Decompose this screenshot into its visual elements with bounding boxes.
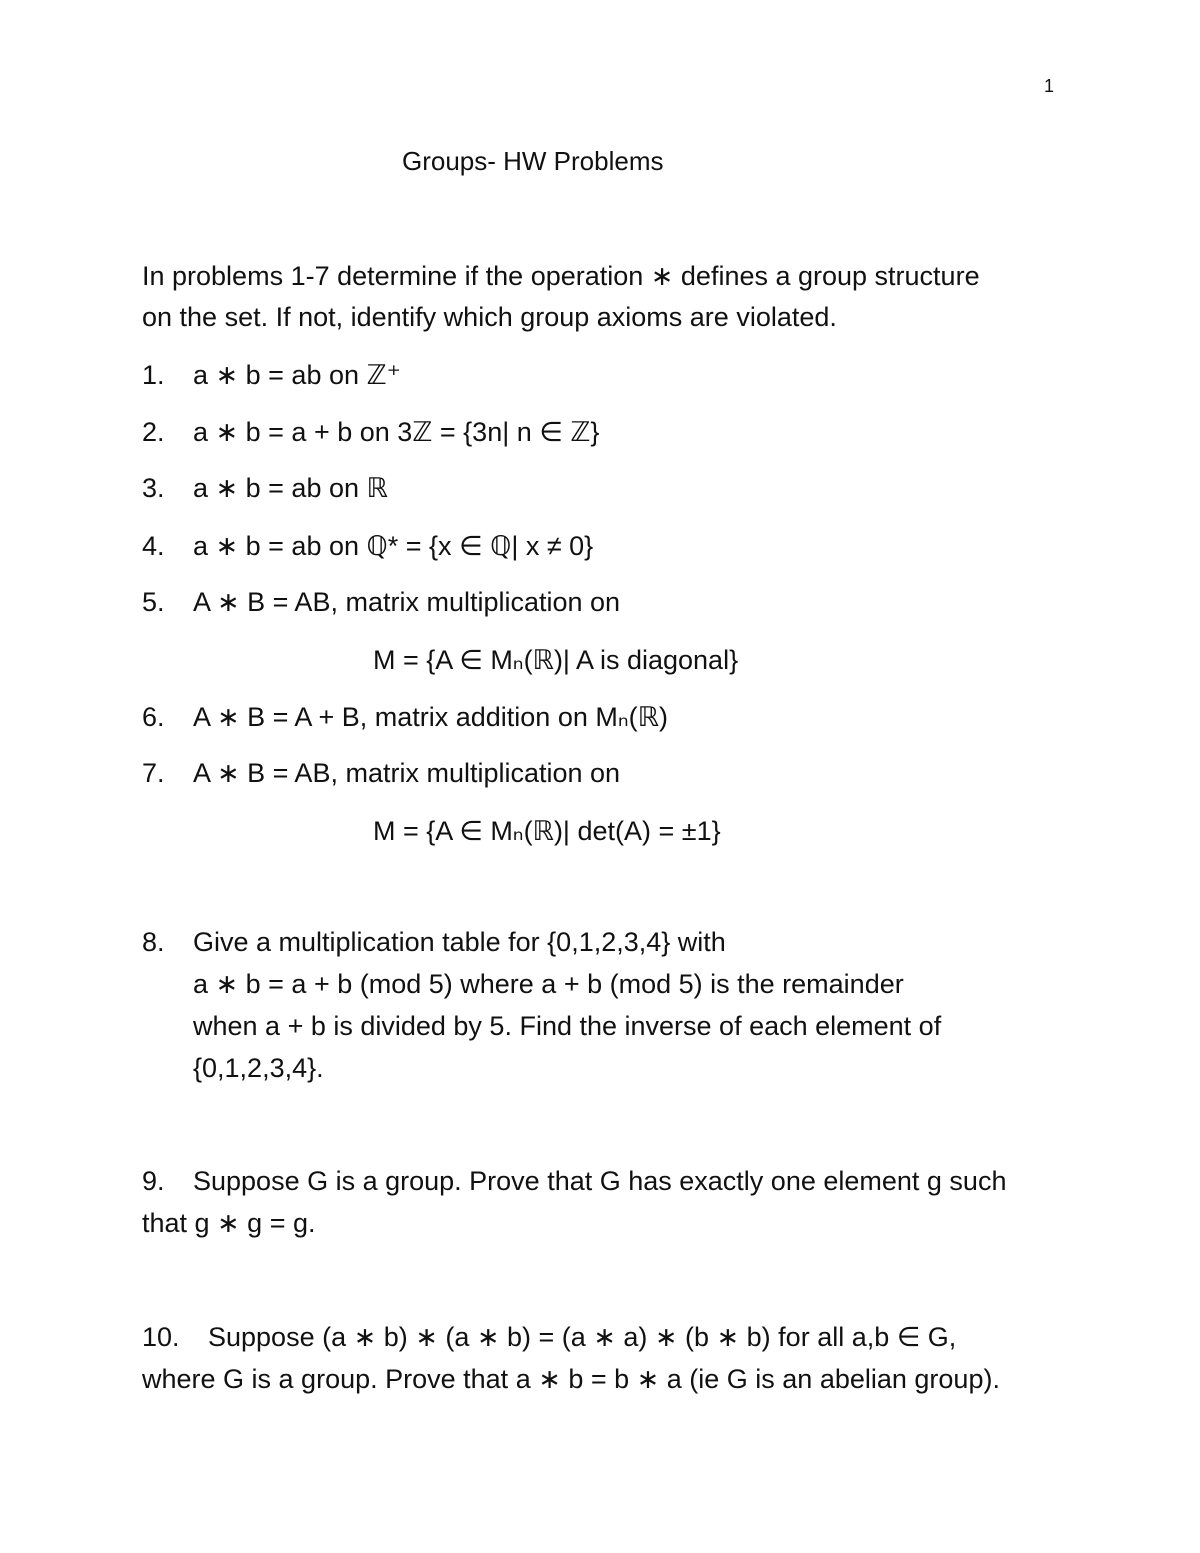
problem-6-number: 6. bbox=[142, 702, 165, 732]
problem-8-line-2: a ∗ b = a + b (mod 5) where a + b (mod 5) is the remainder bbox=[193, 969, 904, 999]
problem-8-line-3: when a + b is divided by 5. Find the inverse of each element of bbox=[193, 1011, 942, 1041]
page-title: Groups- HW Problems bbox=[402, 146, 664, 176]
problem-5-number: 5. bbox=[142, 587, 165, 617]
problem-8-number: 8. bbox=[142, 927, 165, 957]
problem-4-number: 4. bbox=[142, 531, 165, 561]
problem-6-text: A ∗ B = A + B, matrix addition on Mₙ(ℝ) bbox=[193, 702, 668, 732]
problem-4-text: a ∗ b = ab on ℚ* = {x ∈ ℚ| x ≠ 0} bbox=[193, 531, 594, 561]
intro-line-2: on the set. If not, identify which group axioms are violated. bbox=[142, 302, 837, 332]
problem-10-number: 10. bbox=[142, 1322, 180, 1352]
page-number: 1 bbox=[1044, 76, 1055, 96]
problem-7-number: 7. bbox=[142, 758, 165, 788]
problem-5-text: A ∗ B = AB, matrix multiplication on bbox=[193, 587, 621, 617]
problem-3-number: 3. bbox=[142, 473, 165, 503]
problem-10-line-1: Suppose (a ∗ b) ∗ (a ∗ b) = (a ∗ a) ∗ (b ∗ b) for all a,b ∈ G, bbox=[208, 1322, 957, 1352]
problem-7-set: M = {A ∈ Mₙ(ℝ)| det(A) = ±1} bbox=[373, 816, 721, 846]
problem-9-line-1: Suppose G is a group. Prove that G has exactly one element g such bbox=[193, 1166, 1007, 1196]
problem-10-line-2: where G is a group. Prove that a ∗ b = b ∗ a (ie G is an abelian group). bbox=[142, 1364, 1000, 1394]
problem-5-set: M = {A ∈ Mₙ(ℝ)| A is diagonal} bbox=[373, 645, 739, 675]
problem-1-text: a ∗ b = ab on ℤ⁺ bbox=[193, 360, 401, 390]
problem-7-text: A ∗ B = AB, matrix multiplication on bbox=[193, 758, 621, 788]
problem-2-text: a ∗ b = a + b on 3ℤ = {3n| n ∈ ℤ} bbox=[193, 417, 600, 447]
problem-2-number: 2. bbox=[142, 417, 165, 447]
intro-line-1: In problems 1-7 determine if the operation ∗ defines a group structure bbox=[142, 261, 980, 291]
problem-9-number: 9. bbox=[142, 1166, 165, 1196]
problem-8-line-1: Give a multiplication table for {0,1,2,3,4} with bbox=[193, 927, 726, 957]
problem-3-text: a ∗ b = ab on ℝ bbox=[193, 473, 388, 503]
problem-1-number: 1. bbox=[142, 360, 165, 390]
problem-9-line-2: that g ∗ g = g. bbox=[142, 1208, 316, 1238]
problem-8-line-4: {0,1,2,3,4}. bbox=[193, 1053, 324, 1083]
